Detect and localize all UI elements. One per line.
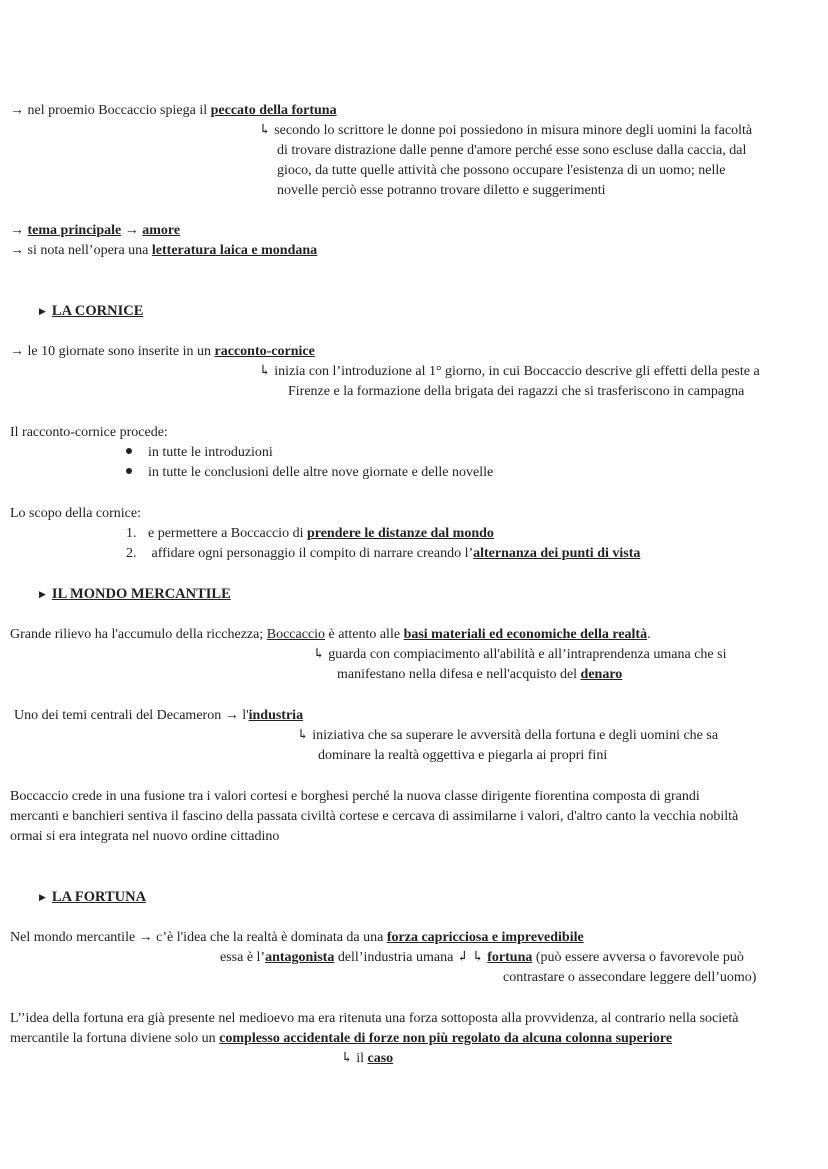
proemio-sub-4: novelle perciò esse potranno trovare diletto e suggerimenti bbox=[277, 183, 606, 198]
rilievo-text: . bbox=[647, 627, 651, 642]
amore-term: amore bbox=[142, 223, 181, 238]
rilievo-line bbox=[10, 625, 651, 645]
cornice-sub-1: ↳ inizia con l’introduzione al 1° giorno, in cui Boccaccio descrive gli effetti della peste a bbox=[259, 364, 760, 379]
industria-sub-1: ↳ iniziativa che sa superare le avversità della fortuna e degli uomini che sa bbox=[297, 728, 719, 743]
numbered-item-2 bbox=[126, 544, 640, 564]
cornice-sub-2: Firenze e la formazione della brigata dei ragazzi che si trasferiscono in campagna bbox=[288, 384, 745, 399]
heading-la-cornice bbox=[39, 301, 143, 322]
triangle-right-icon: ▶ bbox=[39, 306, 46, 316]
proemio-line bbox=[10, 101, 337, 121]
fortuna-text: essa è l’ bbox=[220, 950, 266, 965]
forza-capricciosa-term: forza capricciosa e imprevedibile bbox=[386, 930, 584, 945]
industria-sub-2: dominare la realtà oggettiva e piegarla ai propri fini bbox=[318, 748, 608, 763]
rilievo-sub-text: manifestano nella difesa e nell'acquisto del bbox=[337, 667, 581, 682]
bullet-icon bbox=[126, 448, 132, 454]
proemio-sub-1: ↳ secondo lo scrittore le donne poi possiedono in misura minore degli uomini la facoltà bbox=[259, 123, 753, 138]
letteratura-line bbox=[10, 241, 317, 261]
cornice-text: → le 10 giornate sono inserite in un bbox=[10, 344, 215, 359]
triangle-right-icon: ▶ bbox=[39, 589, 46, 599]
rilievo-text: è attento alle bbox=[325, 627, 404, 642]
item-number: 2. bbox=[126, 546, 137, 561]
rilievo-sub-1: ↳ guarda con compiacimento all'abilità e all’intraprendenza umana che si bbox=[313, 647, 727, 662]
heading-text: LA FORTUNA bbox=[51, 889, 147, 905]
mondo-mercantile-line bbox=[10, 928, 584, 948]
basi-materiali-term: basi materiali ed economiche della realtà bbox=[403, 627, 648, 642]
arrow-text: → bbox=[10, 223, 28, 238]
alternanza-term: alternanza dei punti di vista bbox=[473, 546, 641, 561]
rilievo-text: Grande rilievo ha l'accumulo della ricchezza; bbox=[10, 627, 267, 642]
fusione-paragraph-2: mercanti e banchieri sentiva il fascino della passata civiltà cortese e cercava di assimilarne i valori, d'altro canto la vecchia nobiltà bbox=[10, 809, 739, 824]
fortuna-text: dell’industria umana ↲ ↳ bbox=[334, 950, 488, 965]
tema-principale-line bbox=[10, 221, 180, 241]
temi-text: Uno dei temi centrali del Decameron → l' bbox=[14, 708, 249, 723]
caso-line bbox=[341, 1049, 393, 1069]
letteratura-laica-term: letteratura laica e mondana bbox=[151, 243, 318, 258]
caso-text: ↳ il bbox=[341, 1051, 368, 1066]
contrastare-line: contrastare o assecondare leggere dell’uomo) bbox=[503, 970, 757, 985]
procede-label: Il racconto-cornice procede: bbox=[10, 425, 168, 440]
heading-text: LA CORNICE bbox=[51, 303, 144, 319]
scopo-label: Lo scopo della cornice: bbox=[10, 506, 142, 521]
tema-principale-term: tema principale bbox=[27, 223, 122, 238]
antagonista-term: antagonista bbox=[265, 950, 335, 965]
heading-il-mondo-mercantile bbox=[39, 584, 231, 605]
triangle-right-icon: ▶ bbox=[39, 892, 46, 902]
fortuna-text: Nel mondo mercantile → c’è l'idea che la realtà è dominata da una bbox=[10, 930, 387, 945]
letteratura-text: → si nota nell’opera una bbox=[10, 243, 152, 258]
medioevo-paragraph-2 bbox=[10, 1029, 672, 1049]
distanze-term: prendere le distanze dal mondo bbox=[306, 526, 494, 541]
antagonista-line bbox=[220, 948, 744, 968]
medioevo-text: mercantile la fortuna diviene solo un bbox=[10, 1031, 220, 1046]
bullet-item bbox=[126, 463, 493, 483]
caso-term: caso bbox=[367, 1051, 394, 1066]
medioevo-paragraph-1: L’’idea della fortuna era già presente nel medioevo ma era ritenuta una forza sottoposta alla provvidenza, al contrario nella società bbox=[10, 1011, 739, 1026]
fusione-paragraph-1: Boccaccio crede in una fusione tra i valori cortesi e borghesi perché la nuova classe dirigente fiorentina composta di grandi bbox=[10, 789, 700, 804]
denaro-term: denaro bbox=[580, 667, 623, 682]
item-text: affidare ogni personaggio il compito di narrare creando l’ bbox=[151, 546, 474, 561]
fusione-paragraph-3: ormai si era integrata nel nuovo ordine cittadino bbox=[10, 829, 280, 844]
proemio-text: → nel proemio Boccaccio spiega il bbox=[10, 103, 211, 118]
bullet-icon bbox=[126, 468, 132, 474]
proemio-sub-3: gioco, da tutte quelle attività che possono occupare l'esistenza di un uomo; nelle bbox=[277, 163, 726, 178]
bullet-item bbox=[126, 443, 273, 463]
proemio-sub-2: di trovare distrazione dalle penne d'amore perché esse sono escluse dalla caccia, dal bbox=[277, 143, 747, 158]
fortuna-text: (può essere avversa o favorevole può bbox=[532, 950, 744, 965]
arrow-text: → bbox=[121, 223, 143, 238]
item-number: 1. bbox=[126, 526, 137, 541]
heading-la-fortuna bbox=[39, 887, 146, 908]
boccaccio-underlined: Boccaccio bbox=[266, 627, 326, 642]
cornice-line bbox=[10, 342, 315, 362]
peccato-della-fortuna-term: peccato della fortuna bbox=[210, 103, 337, 118]
item-text: e permettere a Boccaccio di bbox=[148, 526, 307, 541]
industria-term: industria bbox=[248, 708, 304, 723]
bullet-text: in tutte le introduzioni bbox=[148, 445, 273, 460]
bullet-text: in tutte le conclusioni delle altre nove giornate e delle novelle bbox=[148, 465, 494, 480]
rilievo-sub-2 bbox=[337, 665, 622, 685]
fortuna-term: fortuna bbox=[487, 950, 533, 965]
complesso-accidentale-term: complesso accidentale di forze non più regolato da alcuna colonna superiore bbox=[219, 1031, 673, 1046]
heading-text: IL MONDO MERCANTILE bbox=[51, 586, 231, 602]
temi-centrali-line bbox=[14, 706, 303, 726]
racconto-cornice-term: racconto-cornice bbox=[214, 344, 315, 359]
numbered-item-1 bbox=[126, 524, 494, 544]
